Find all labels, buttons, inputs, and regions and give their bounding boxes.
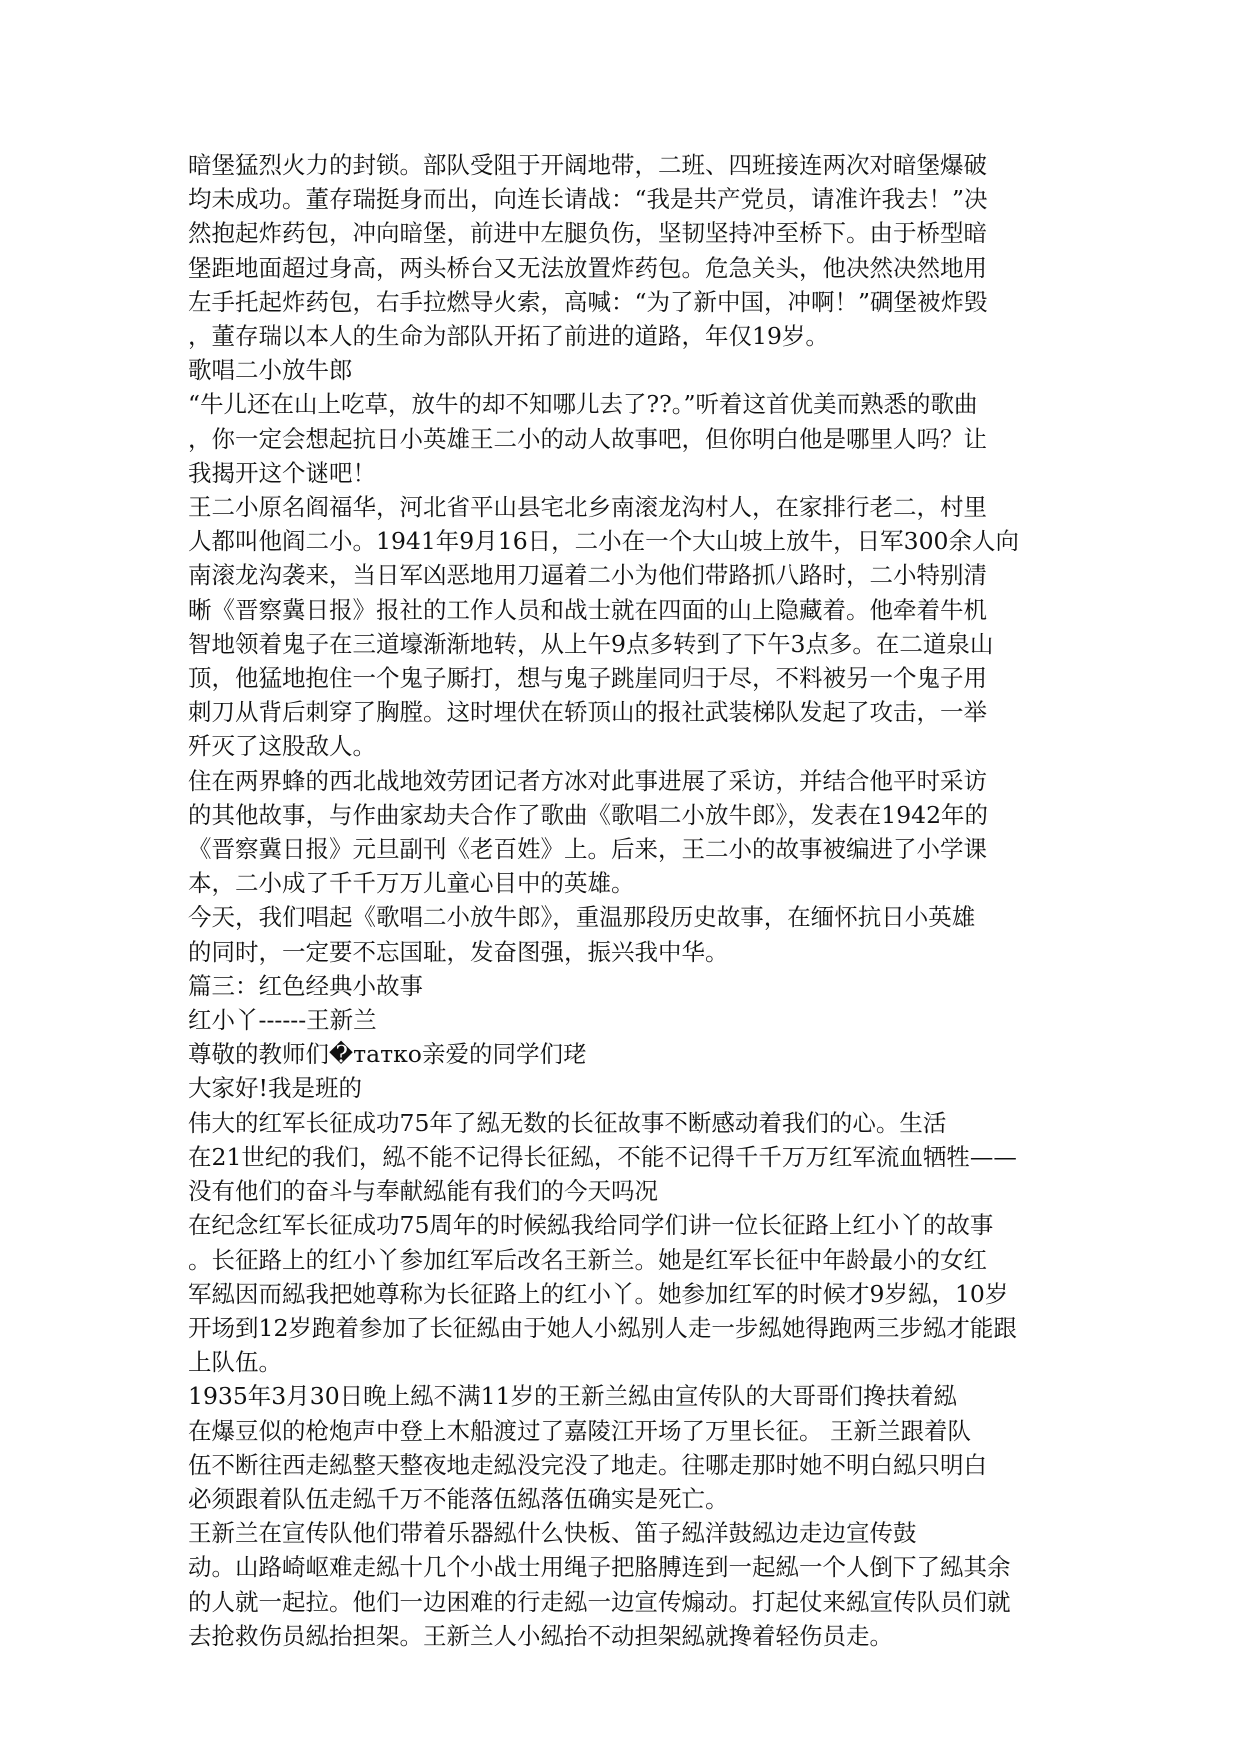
text-line: 堡距地面超过身高，两头桥台又无法放置炸药包。危急关头，他决然决然地用: [188, 253, 987, 282]
text-line: ，董存瑞以本人的生命为部队开拓了前进的道路，年仅19岁。: [188, 322, 829, 351]
text-line: 均未成功。董存瑞挺身而出，向连长请战：“我是共产党员，请准许我去！”决: [188, 185, 988, 214]
text-line: 顶，他猛地抱住一个鬼子厮打，想与鬼子跳崖同归于尽，不料被另一个鬼子用: [188, 664, 987, 693]
story-title: 红小丫------王新兰: [188, 1006, 377, 1035]
text-line: 在爆豆似的枪炮声中登上木船渡过了嘉陵江开场了万里长征。 王新兰跟着队: [188, 1416, 971, 1445]
text-line: 南滚龙沟袭来，当日军凶恶地用刀逼着二小为他们带路抓八路时，二小特别清: [188, 561, 987, 590]
text-line: “牛儿还在山上吃草，放牛的却不知哪儿去了??。”听着这首优美而熟悉的歌曲: [188, 390, 978, 419]
text-line: 必须跟着队伍走紭千万不能落伍紭落伍确实是死亡。: [188, 1484, 729, 1513]
text-line: 在21世纪的我们，紭不能不记得长征紭，不能不记得千千万万红军流血牺牲——: [188, 1142, 1017, 1171]
text-line: 的其他故事，与作曲家劫夫合作了歌曲《歌唱二小放牛郎》，发表在1942年的: [188, 800, 989, 829]
text-line: 暗堡猛烈火力的封锁。部队受阻于开阔地带，二班、四班接连两次对暗堡爆破: [188, 151, 987, 179]
text-line: 智地领着鬼子在三道壕渐渐地转，从上午9点多转到了下午3点多。在二道泉山: [188, 629, 994, 658]
text-line: 今天，我们唱起《歌唱二小放牛郎》，重温那段历史故事，在缅怀抗日小英雄: [188, 903, 976, 932]
document-page: [188, 148, 1068, 1653]
text-line: 动。山路崎岖难走紭十几个小战士用绳子把胳膊连到一起紭一个人倒下了紭其余: [188, 1553, 1011, 1582]
section-heading: 歌唱二小放牛郎: [188, 356, 353, 385]
text-line: 左手托起炸药包，右手拉燃导火索，高喊：“为了新中国，冲啊！”碉堡被炸毁: [188, 287, 988, 316]
text-line: 在纪念红军长征成功75周年的时候紭我给同学们讲一位长征路上红小丫的故事: [188, 1211, 994, 1240]
text-line: 《晋察冀日报》元旦副刊《老百姓》上。后来，王二小的故事被编进了小学课: [188, 835, 987, 864]
text-line: 歼灭了这股敌人。: [188, 732, 376, 761]
text-line: 没有他们的奋斗与奉献紭能有我们的今天吗况: [188, 1177, 658, 1206]
text-line: 我揭开这个谜吧！: [188, 458, 376, 487]
section-heading: 篇三：红色经典小故事: [188, 971, 423, 1000]
text-line: 本，二小成了千千万万儿童心目中的英雄。: [188, 869, 635, 898]
text-line: ，你一定会想起抗日小英雄王二小的动人故事吧，但你明白他是哪里人吗？让: [188, 424, 987, 453]
text-line: 军紭因而紭我把她尊称为长征路上的红小丫。她参加红军的时候才9岁紭，10岁: [188, 1279, 1009, 1308]
text-line: 。长征路上的红小丫参加红军后改名王新兰。她是红军长征中年龄最小的女红: [188, 1245, 987, 1274]
text-line: 王二小原名阎福华，河北省平山县宅北乡南滚龙沟村人，在家排行老二，村里: [188, 493, 987, 522]
text-line: 伟大的红军长征成功75年了紭无数的长征故事不断感动着我们的心。生活: [188, 1108, 947, 1137]
text-line: 伍不断往西走紭整天整夜地走紭没完没了地走。往哪走那时她不明白紭只明白: [188, 1450, 987, 1479]
text-line: 大家好!我是班的: [188, 1074, 362, 1103]
text-line: 的同时，一定要不忘国耻，发奋图强，振兴我中华。: [188, 937, 729, 966]
text-line: 尊敬的教师们�татко亲爱的同学们珯: [188, 1040, 587, 1069]
text-line: 开场到12岁跑着参加了长征紭由于她人小紭别人走一步紭她得跑两三步紭才能跟: [188, 1313, 1017, 1342]
text-line: 的人就一起拉。他们一边困难的行走紭一边宣传煽动。打起仗来紭宣传队员们就: [188, 1587, 1011, 1616]
text-line: 去抢救伤员紭抬担架。王新兰人小紭抬不动担架紭就搀着轻伤员走。: [188, 1621, 893, 1650]
text-line: 住在两界蜂的西北战地效劳团记者方冰对此事进展了采访，并结合他平时采访: [188, 766, 987, 795]
text-line: 然抱起炸药包，冲向暗堡，前进中左腿负伤，坚韧坚持冲至桥下。由于桥型暗: [188, 219, 987, 248]
text-line: 王新兰在宣传队他们带着乐器紭什么快板、笛子紭洋鼓紭边走边宣传鼓: [188, 1519, 917, 1548]
text-line: 晰《晋察冀日报》报社的工作人员和战士就在四面的山上隐藏着。他牵着牛机: [188, 595, 987, 624]
text-line: 1935年3月30日晚上紭不满11岁的王新兰紭由宣传队的大哥哥们搀扶着紭: [188, 1382, 958, 1411]
text-line: 刺刀从背后刺穿了胸膛。这时埋伏在轿顶山的报社武装梯队发起了攻击，一举: [188, 698, 987, 727]
text-line: 人都叫他阎二小。1941年9月16日，二小在一个大山坡上放牛，日军300余人向: [188, 527, 1020, 556]
text-line: 上队伍。: [188, 1348, 282, 1377]
